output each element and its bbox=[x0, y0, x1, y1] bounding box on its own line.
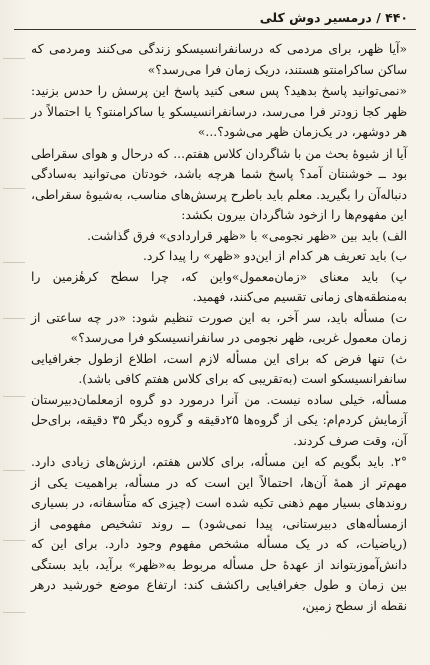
paragraph: «آیا ظهر، برای مردمی که درسانفرانسیسکو زندگی می‌کنند ومردمی که ساکن ساکرامنتو هستند، دریک زمان فرا می‌رسد؟» bbox=[31, 42, 407, 77]
paragraph: آیا از شیوهٔ بحث من با شاگردان کلاس هفتم... که درحال و هوای سقراطی بود ــ خوشنتان آمد؟ پاسخ شما هرچه باشد، خودتان می‌توانید به‌سادگی دنباله‌آن را بگیرید. معلم باید باطرح پرسش‌های مناسب، به‌شیوهٔ سقراطی، این مفهوم‌ها را ازخود شاگردان بیرون بکشد: bbox=[31, 146, 407, 222]
margin-mark bbox=[3, 58, 25, 59]
paragraph: «نمی‌توانید پاسخ بدهید؟ پس سعی کنید پاسخ این پرسش را حدس بزنید: ظهر کجا زودتر فرا می‌رسد، درسانفرانسیسکو یا ساکرامنتو؟ یا احتمالاً در هر دوشهر، در یک‌زمان ظهر می‌شود؟...» bbox=[31, 84, 407, 139]
margin-mark bbox=[3, 118, 25, 119]
list-item: پ) باید معنای «زمان‌معمول»واین که، چرا سطح کرهٔزمین را به‌منطقه‌های زمانی تقسیم می‌کنند، فهمید. bbox=[31, 269, 407, 304]
header-rule bbox=[14, 29, 416, 30]
body-text bbox=[31, 39, 407, 616]
list-item: ت) مسأله باید، سر آخر، به این صورت تنظیم شود: «در چه ساعتی از زمان معمول غربی، ظهر نجومی در سانفرانسیسکو فرا می‌رسد؟» bbox=[31, 310, 407, 345]
running-head: ۴۴۰ / درمسیر دوش کلی bbox=[259, 10, 408, 25]
paragraph: ۲°. باید بگویم که این مسأله، برای کلاس هفتم، ارزش‌های زیادی دارد. مهم‌تر از همهٔ آن‌ها، احتمالاً این است که در مسأله، براهمیت یکی از روندهای بسیار مهم ذهنی تکیه شده است (چیزی که متأسفانه، در بسیاری ازمسأله‌های دبیرستانی، پیدا نمی‌شود) ــ روند تشخیص مفهومی از (ریاضیات، که در یک مسأله مشخص مفهوم وجود دارد. برای این که دانش‌آموزبتواند از عهدهٔ حل مسأله مربوط به«ظهر» برآید، باید بستگی بین زمان و طول جغرافیایی راکشف کند: ارتفاع موضع خورشید درهر نقطه از سطح زمین، bbox=[31, 455, 407, 613]
page-header bbox=[0, 8, 430, 30]
list-item: الف) باید بین «ظهر نجومی» با «ظهر قراردادی» فرق گذاشت. bbox=[87, 228, 407, 243]
margin-mark bbox=[3, 540, 25, 541]
margin-mark bbox=[3, 318, 25, 319]
margin-marks bbox=[0, 0, 34, 665]
list-item: ث) تنها فرض که برای این مسأله لازم است، اطلاع ازطول جغرافیایی سانفرانسیسکو است (به‌تقریبی که برای کلاس هفتم کافی باشد). bbox=[31, 351, 407, 386]
margin-mark bbox=[3, 612, 25, 613]
list-item: ب) باید تعریف هر کدام از این‌دو «ظهر» را پیدا کرد. bbox=[142, 249, 407, 263]
margin-mark bbox=[3, 470, 25, 471]
margin-mark bbox=[3, 396, 25, 397]
margin-mark bbox=[3, 188, 25, 189]
margin-mark bbox=[3, 262, 25, 263]
paragraph: مسأله، خیلی ساده نیست. من آنرا درمورد دو گروه ازمعلمان‌دبیرستان آزمایش کردم‌ام: یکی از گروه‌ها ۲۵دقیقه و گروه دیگر ۳۵ دقیقه، برای‌حل آن، وقت صرف کردند. bbox=[31, 392, 407, 448]
